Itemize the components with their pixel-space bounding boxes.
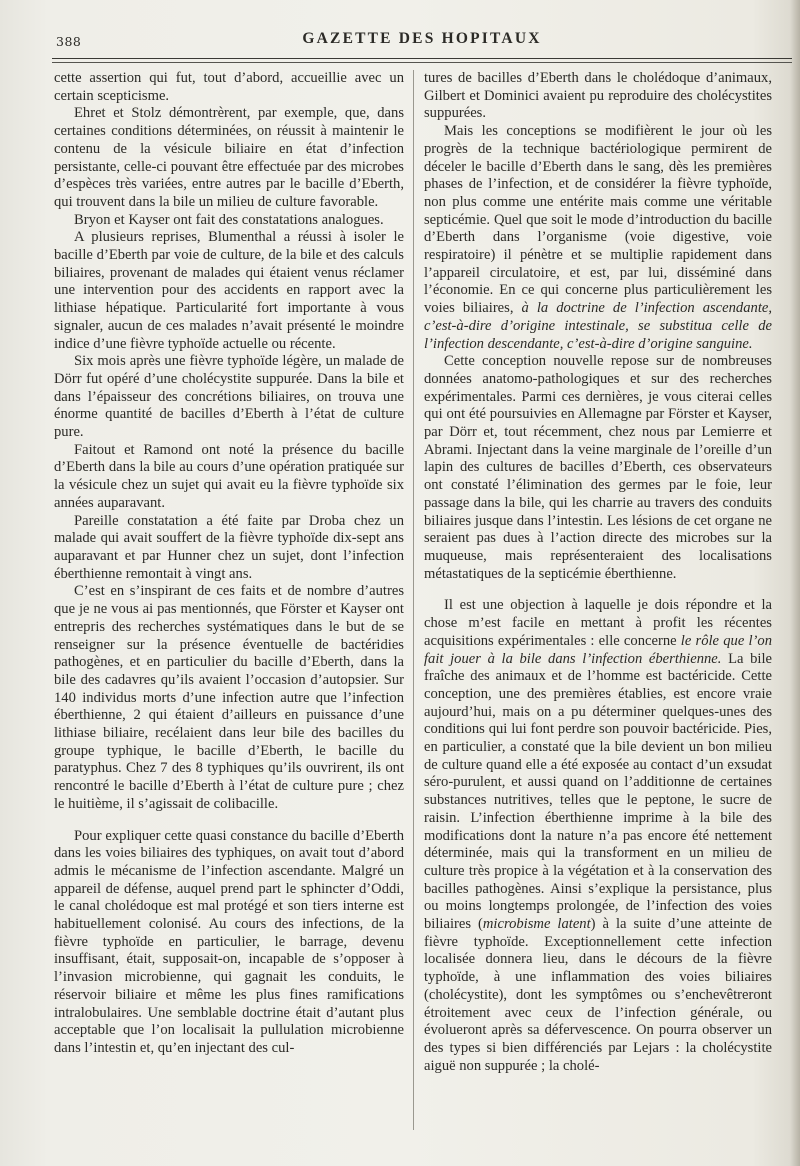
paragraph: Ehret et Stolz démontrèrent, par exemple, que, dans certaines conditions déterminées, on réussit à maintenir le contenu de la vésicule biliaire en état d’infection persistante, celle-ci pouvant être effectuée par des microbes d’espèces très variées, entre autres par le bacille d’Eberth, qui trouvent dans la bile un milieu de culture favorable. [54,105,404,210]
paragraph: Six mois après une fièvre typhoïde légère, un malade de Dörr fut opéré d’une cholécystite suppurée. Dans la bile et dans l’épaisseur des concrétions biliaires, on trouva une énorme quantité de bacilles d’Eberth à l’état de culture pure. [54,353,404,441]
header-rule [52,58,792,59]
column-divider [413,70,414,1130]
header-rule-thin [52,62,792,63]
paragraph: Cette conception nouvelle repose sur de nombreuses données anatomo-pathologiques et sur des recherches expérimentales. Parmi ces dernières, je vous citerai celles qui ont été poursuivies en Allemagne par Förster et Kayser, par Dörr et, tout récemment, chez nous par Lemierre et Abrami. Injectant dans la veine marginale de l’oreille d’un lapin des cultures de bacilles d’Eberth, ces observateurs ont constaté l’élimination des germes par le foie, leur passage dans la bile, qui les charrie au travers des conduits biliaires jusque dans l’intestin. Les lésions de cet organe ne seraient pas dues à l’action directe des microbes sur la muqueuse, mais représenteraient des localisations métastatiques de la septicémie éberthienne. [424,353,772,582]
binding-shadow [790,0,800,1166]
paragraph [424,123,772,353]
page-number: 388 [56,34,82,49]
text-run: ) à la suite d’une atteinte de fièvre typhoïde. Exceptionnellement cette infection localisée donnera lieu, dans le décours de la fièvre typhoïde, à une inflammation des voies biliaires (cholécystite), dont les symptômes ou s’enchevêtreront étroitement avec ceux de l’infection générale, ou évolueront après sa défervescence. On pourra observer un des types si bien différenciés par Lejars : la cholécystite aiguë non suppurée ; la cholé- [424,916,772,1074]
paragraph: tures de bacilles d’Eberth dans le cholédoque d’animaux, Gilbert et Dominici avaient pu reproduire des cholécystites suppurées. [424,70,772,122]
text-run: La bile fraîche des animaux et de l’homme est bactéricide. Cette conception, une des premières établies, est encore vraie aujourd’hui, mais on a pu déterminer quelques-unes des conditions qui lui font perdre son pouvoir bactéricide. Pies, en particulier, a constaté que la bile devient un bon milieu de culture quand elle a été exposée au contact d’un exsudat séro-purulent, et aussi quand on l’additionne de certaines substances nutritives, telles que le peptone, le sucre de raisin. L’infection éberthienne imprime à la bile des modifications dont la nature n’a pas encore été nettement déterminée, mais qui la transforment en un milieu de culture très propice à la végétation et à la conservation des bacilles pathogènes. Ainsi s’explique la persistance, plus ou moins longtemps prolongée, de l’infection des voies biliaires ( [424,650,772,933]
paragraph: C’est en s’inspirant de ces faits et de nombre d’autres que je ne vous ai pas mentionnés, que Förster et Kayser ont entrepris des recherches systématiques dans le but de se renseigner sur la présence éventuelle de bactéridies pathogènes, et en particulier du bacille d’Eberth, dans la bile des cadavres qu’ils avaient l’occasion d’autopsier. Sur 140 individus morts d’une infection autre que l’infection éberthienne, 2 qui étaient d’ailleurs en puissance d’une lithiase biliaire, recélaient dans leur bile des bacilles du groupe typhique, le bacille d’Eberth, le bacille du paratyphus. Chez 7 des 8 typhiques qu’ils ouvrirent, ils ont rencontré le bacille d’Eberth à l’état de culture pure ; chez le huitième, il s’agissait de colibacille. [54,583,404,812]
page-header [52,28,792,52]
italic-text: microbisme latent [482,916,591,933]
text-run: Mais les conceptions se modifièrent le jour où les progrès de la technique bactériologique permirent de déceler le bacille d’Eberth dans le sang, dès les premières phases de l’infection, et de considérer la fièvre typhoïde, non plus comme une entérite mais comme une véritable septicémie. Quel que soit le mode d’introduction du bacille d’Eberth dans l’organisme (voie digestive, voie respiratoire) il pénètre et se multiplie rapidement dans l’appareil circulatoire, et est, par lui, disséminé dans l’économie. En ce qui concerne plus particulièrement les voies biliaires, [424,123,772,317]
right-column [424,70,772,1075]
paragraph: Pareille constatation a été faite par Droba chez un malade qui avait souffert de la fièvre typhoïde dix-sept ans auparavant et par Hunner chez un sujet, dont l’infection éberthienne remontait à vingt ans. [54,512,404,582]
paragraph: Faitout et Ramond ont noté la présence du bacille d’Eberth dans la bile au cours d’une opération pratiquée sur la vésicule chez un sujet qui avait eu la fièvre typhoïde six années auparavant. [54,441,404,511]
paragraph: cette assertion qui fut, tout d’abord, accueillie avec un certain scepticisme. [54,70,404,104]
italic-text: à la doctrine de l’infection ascendante, c’est-à-dire d’origine intestinale, se substitua celle de l’infection descendante, c’est-à-dire d’origine sanguine. [424,300,773,352]
paragraph: Pour expliquer cette quasi constance du bacille d’Eberth dans les voies biliaires des typhiques, on avait tout d’abord admis le mécanisme de l’infection ascendante. Malgré un appareil de défense, auquel prend part le sphincter d’Oddi, le canal cholédoque est mal protégé et son tiers interne est habituellement colonisé. Au cours des infections, de la fièvre typhoïde en particulier, le barrage, devenu insuffisant, était, supposait-on, incapable de s’opposer à l’invasion microbienne, qui gagnait les conduits, le réservoir biliaire et même les plus fines ramifications intralobulaires. Une semblable doctrine était d’autant plus acceptable que l’on localisait la pullulation microbienne dans l’intestin et, qu’en injectant des cul- [54,827,404,1056]
journal-title: GAZETTE DES HOPITAUX [302,30,542,47]
italic-text: le rôle que l’on fait jouer à la bile dans l’infection éberthienne. [424,632,772,667]
paragraph [424,597,772,1075]
left-column [54,70,404,1058]
paragraph: Bryon et Kayser ont fait des constatations analogues. [74,211,384,228]
paragraph: A plusieurs reprises, Blumenthal a réussi à isoler le bacille d’Eberth par voie de culture, de la bile et des calculs biliaires, provenant de malades qui étaient venus réclamer une intervention pour des accidents en rapport avec la lithiase hépatique. Particularité fort importante à vous signaler, aucun de ces malades n’avait présenté le moindre indice d’une fièvre typhoïde actuelle ou récente. [54,229,404,352]
text-run: Il est une objection à laquelle je dois répondre et la chose m’est facile en mettant à profit les récentes acquisitions expérimentales : elle concerne [424,597,772,649]
